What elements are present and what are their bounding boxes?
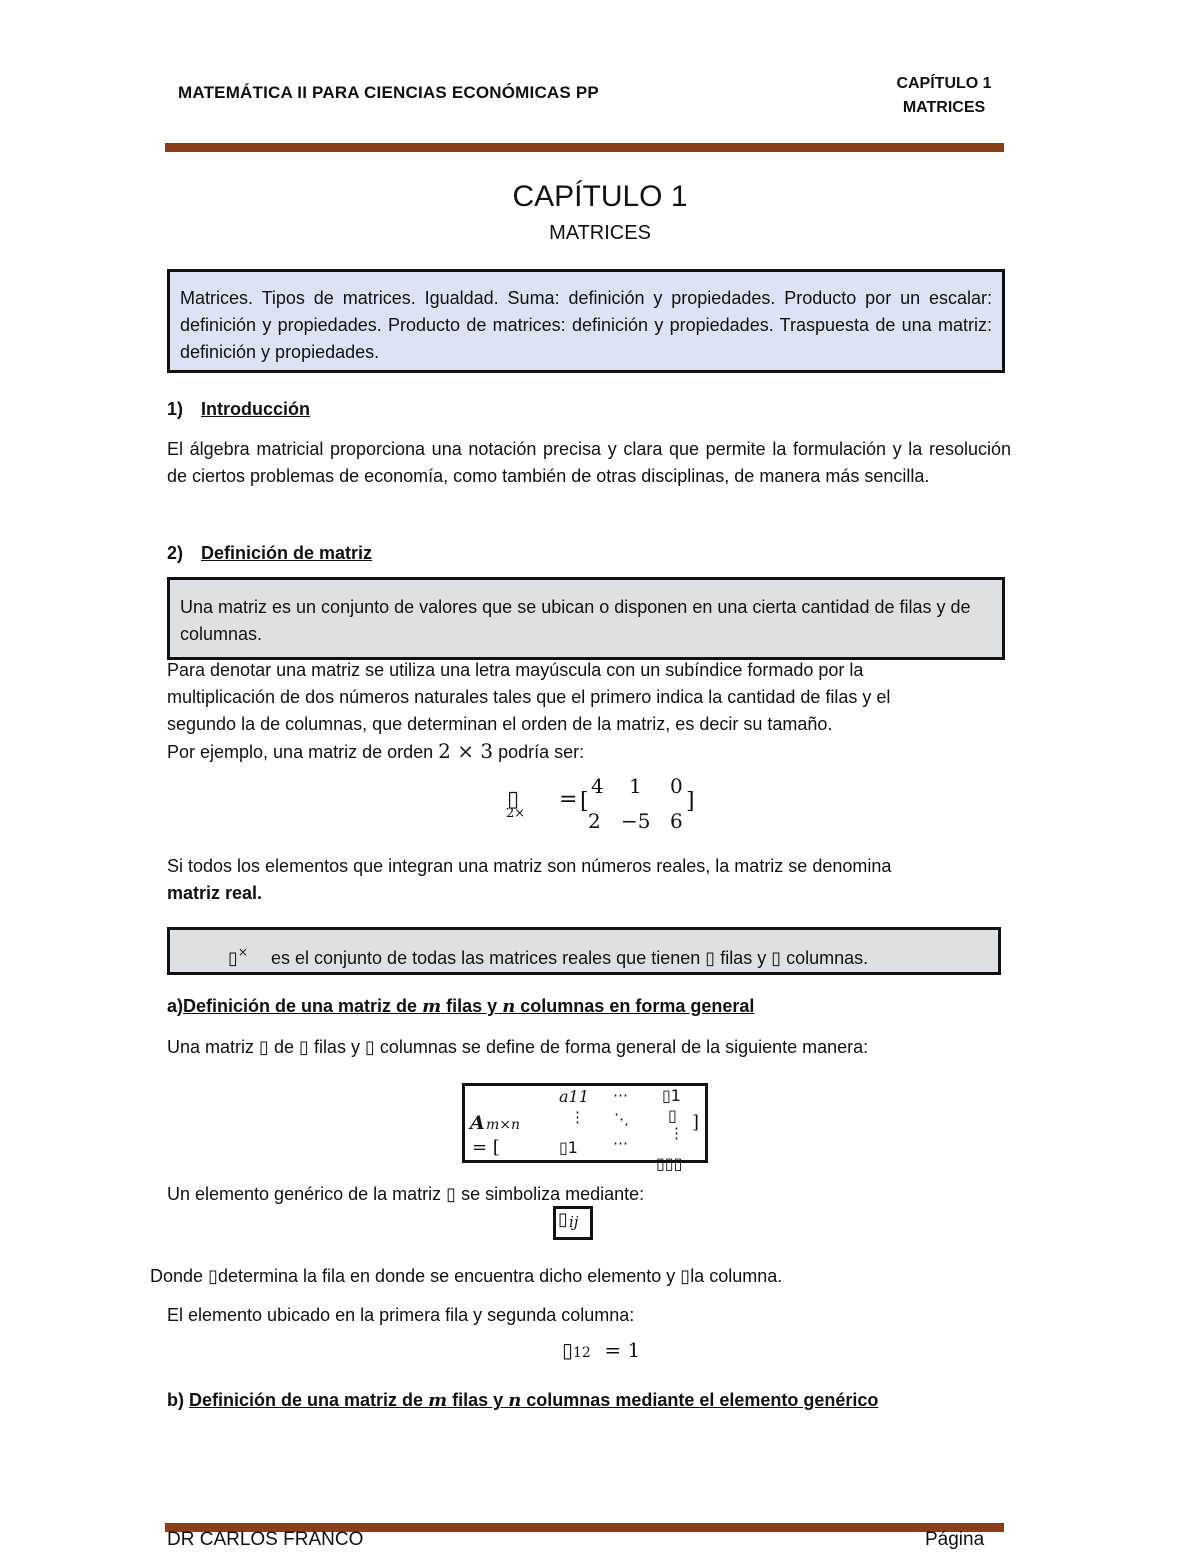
notation-line-1: Para denotar una matriz se utiliza una letra mayúscula con un subíndice formado por la — [167, 660, 864, 680]
math-glyph: ▯ — [364, 1037, 375, 1058]
example-prefix: Por ejemplo, una matriz de orden — [167, 742, 434, 762]
math-glyph: ▯ — [299, 1037, 309, 1058]
text: Donde — [150, 1266, 204, 1286]
example-line — [167, 738, 1011, 766]
section-number: 1) — [167, 399, 184, 419]
section-title: Introducción — [201, 399, 310, 419]
notation-line-3: segundo la de columnas, que determinan el orden de la matriz, es decir su tamaño. — [167, 714, 833, 734]
subsection-a-heading — [167, 996, 754, 1017]
element-equation — [562, 1338, 640, 1363]
heading-text: filas y — [452, 1390, 504, 1410]
var-n: n — [508, 1390, 522, 1411]
math-glyph: ▯ — [208, 1266, 218, 1287]
math-glyph: ▯ — [680, 1266, 691, 1287]
ddots: ⋱ — [614, 1110, 629, 1128]
var-m-glyph: ▯ — [705, 948, 716, 969]
text: determina la fila en donde se encuentra dicho elemento y — [217, 1266, 676, 1286]
section-definicion-heading — [167, 543, 372, 564]
element-a1n: ▯1 — [662, 1086, 681, 1105]
heading-text: columnas mediante el elemento genérico — [526, 1390, 879, 1410]
var-m: m — [428, 1390, 448, 1411]
chapter-title: CAPÍTULO 1 — [512, 180, 688, 213]
notation-line-2: multiplicación de dos números naturales tales que el primero indica la cantidad de filas y el — [167, 687, 891, 707]
header-rule — [165, 143, 1004, 152]
element-am1: ▯1 — [559, 1138, 578, 1157]
element-location-line: El elemento ubicado en la primera fila y segunda columna: — [167, 1305, 635, 1325]
notation-paragraph — [167, 657, 1011, 766]
text: Una matriz — [167, 1037, 255, 1057]
text: de — [273, 1037, 294, 1057]
header-chapter — [860, 72, 1028, 120]
real-matrix-term: matriz real. — [167, 883, 263, 903]
matrix-cell: 6 — [670, 809, 683, 833]
section-title: Definición de matriz — [201, 543, 373, 563]
open-bracket: [ — [580, 789, 589, 814]
summary-box: Matrices. Tipos de matrices. Igualdad. Suma: definición y propiedades. Producto por un escalar: definición y propiedades. Producto de matrices: definición y propiedades. Traspuesta de una matriz: definición y propiedades. — [167, 269, 1005, 373]
element-subscript: 12 — [573, 1345, 591, 1361]
heading-text: filas y — [446, 996, 498, 1016]
real-matrix-line-1: Si todos los elementos que integran una matriz son números reales, la matriz se denomina — [167, 856, 892, 876]
vdots-right: ⋮ — [669, 1124, 684, 1142]
element-a11: a11 — [559, 1087, 589, 1106]
hdots-bottom: ⋯ — [613, 1134, 628, 1152]
donde-line — [150, 1263, 782, 1290]
math-glyph: ▯ — [259, 1037, 269, 1058]
element-value: = 1 — [604, 1338, 641, 1362]
matrix-lhs: A — [470, 1112, 485, 1134]
matrix-cell: 0 — [670, 774, 683, 798]
footer-author: DR CARLOS FRANCO — [167, 1529, 364, 1550]
subsection-label: a) — [167, 996, 184, 1016]
footer-page-label: Página — [925, 1529, 985, 1550]
set-symbol: ▯ — [228, 948, 238, 969]
matrix-cell: −5 — [621, 809, 651, 833]
close-bracket: ] — [686, 789, 695, 814]
subsection-title — [189, 1390, 878, 1410]
matrix-subscript: 2× — [506, 806, 526, 821]
math-glyph: ▯ — [446, 1184, 457, 1205]
generic-element-line — [167, 1181, 1011, 1208]
set-text-1: es el conjunto de todas las matrices reales que tienen — [270, 948, 701, 968]
general-form-line — [167, 1034, 1011, 1061]
aij-subscript: ij — [569, 1213, 579, 1231]
chapter-subtitle: MATRICES — [549, 222, 651, 244]
matrix-lhs-sub: m×n — [486, 1117, 521, 1133]
set-text-2: filas y — [720, 948, 767, 968]
set-definition-box — [167, 927, 1001, 975]
mid-right-glyph: ▯ — [668, 1106, 677, 1125]
text: Un elemento genérico de la matriz — [167, 1184, 442, 1204]
matrix-cell: 2 — [588, 809, 601, 833]
matrix-symbol: ▯ — [507, 787, 520, 812]
example-order: 2 × 3 — [438, 739, 494, 763]
subsection-label: b) — [167, 1390, 184, 1410]
text: se simboliza mediante: — [461, 1184, 645, 1204]
definition-box: Una matriz es un conjunto de valores que se ubican o disponen en una cierta cantidad de filas y de columnas. — [167, 577, 1005, 660]
section-number: 2) — [167, 543, 184, 563]
hdots: ⋯ — [613, 1086, 628, 1104]
heading-text: Definición de una matriz de — [183, 996, 418, 1016]
header-course-title: MATEMÁTICA II PARA CIENCIAS ECONÓMICAS PP — [178, 83, 599, 102]
equals-sign: = — [559, 787, 578, 812]
section-introduccion-heading — [167, 399, 310, 420]
heading-text: Definición de una matriz de — [189, 1390, 424, 1410]
matrix-close-bracket: ] — [692, 1112, 700, 1133]
vdots: ⋮ — [570, 1108, 585, 1126]
header-chapter-number: CAPÍTULO 1 — [896, 75, 992, 92]
subsection-title — [183, 996, 754, 1016]
element-amn: ▯▯▯ — [656, 1154, 683, 1173]
matrix-cell: 1 — [629, 774, 642, 798]
text: columnas se define de forma general de la siguiente manera: — [379, 1037, 869, 1057]
intro-paragraph: El álgebra matricial proporciona una notación precisa y clara que permite la formulación y la resolución de ciertos problemas de economía, como también de otras disciplinas, de manera más sencilla. — [167, 439, 1011, 486]
text: filas y — [313, 1037, 360, 1057]
math-glyph: ▯ — [562, 1338, 574, 1362]
var-n-glyph: ▯ — [771, 948, 782, 969]
set-superscript: × — [237, 945, 248, 959]
var-m: m — [422, 996, 442, 1017]
header-chapter-name: MATRICES — [902, 99, 986, 116]
subsection-b-heading — [167, 1390, 878, 1411]
var-n: n — [502, 996, 516, 1017]
text: la columna. — [690, 1266, 783, 1286]
matrix-cell: 4 — [591, 774, 604, 798]
matrix-equals-bracket: = [ — [472, 1137, 500, 1158]
aij-glyph: ▯ — [558, 1209, 568, 1230]
real-matrix-paragraph — [167, 853, 1011, 907]
set-text-3: columnas. — [786, 948, 869, 968]
example-suffix: podría ser: — [498, 742, 585, 762]
heading-text: columnas en forma general — [520, 996, 755, 1016]
